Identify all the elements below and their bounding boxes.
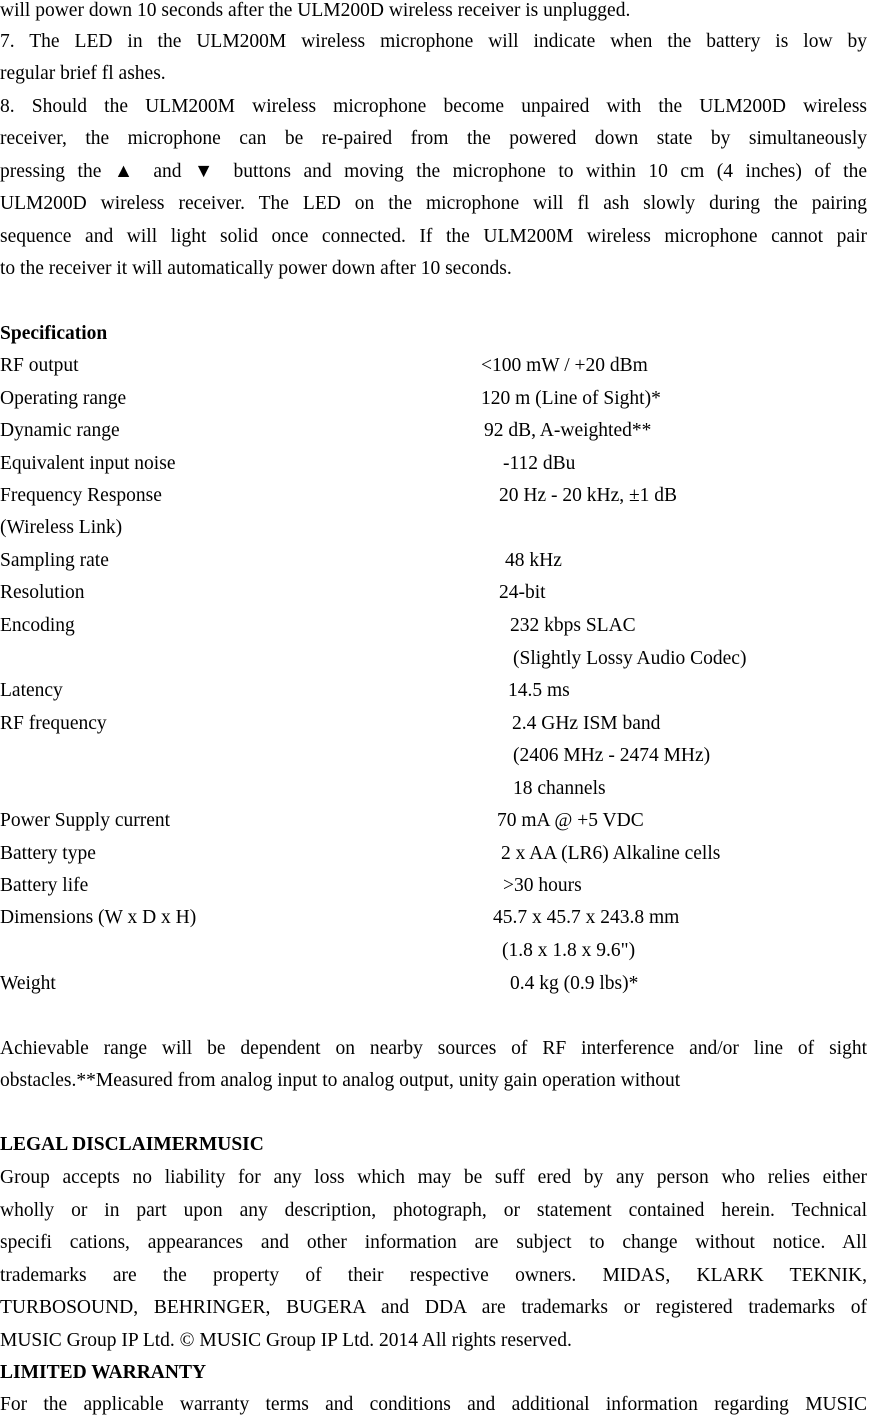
legal-line: specifi cations, appearances and other information are subject to change without notice. All (0, 1232, 867, 1253)
spec-value: (Slightly Lossy Audio Codec) (513, 648, 747, 669)
spec-value: 232 kbps SLAC (510, 615, 636, 636)
legal-line: wholly or in part upon any description, photograph, or statement contained herein. Technical (0, 1200, 867, 1221)
intro-line: will power down 10 seconds after the ULM200D wireless receiver is unplugged. (0, 0, 631, 21)
legal-heading: LEGAL DISCLAIMERMUSIC (0, 1134, 264, 1155)
spec-value: 120 m (Line of Sight)* (481, 388, 661, 409)
intro-line: ULM200D wireless receiver. The LED on the microphone will fl ash slowly during the pairing (0, 193, 867, 214)
spec-label: Equivalent input noise (0, 453, 176, 474)
spec-label: RF frequency (0, 713, 107, 734)
spec-value: 20 Hz - 20 kHz, ±1 dB (499, 485, 678, 506)
spec-value: 24-bit (499, 582, 546, 603)
spec-value: >30 hours (503, 875, 582, 896)
spec-value: 70 mA @ +5 VDC (497, 810, 644, 831)
spec-value: (2406 MHz - 2474 MHz) (513, 745, 711, 766)
legal-line: Group accepts no liability for any loss which may be suff ered by any person who relies either (0, 1167, 867, 1188)
spec-value: 2 x AA (LR6) Alkaline cells (501, 843, 721, 864)
warranty-line: For the applicable warranty terms and conditions and additional information regarding MUSIC (0, 1394, 867, 1415)
spec-label: Battery life (0, 875, 89, 896)
spec-label: Sampling rate (0, 550, 109, 571)
spec-label: Power Supply current (0, 810, 171, 831)
intro-line: to the receiver it will automatically power down after 10 seconds. (0, 258, 512, 279)
spec-label: RF output (0, 355, 79, 376)
intro-line: 7. The LED in the ULM200M wireless microphone will indicate when the battery is low by (0, 31, 867, 52)
spec-label: Encoding (0, 615, 75, 636)
spec-label: Battery type (0, 843, 96, 864)
spec-value: 45.7 x 45.7 x 243.8 mm (493, 907, 680, 928)
spec-value: 0.4 kg (0.9 lbs)* (510, 973, 639, 994)
spec-value: 92 dB, A-weighted** (484, 420, 652, 441)
footnote-line: obstacles.**Measured from analog input to analog output, unity gain operation without (0, 1070, 681, 1091)
warranty-heading: LIMITED WARRANTY (0, 1362, 207, 1383)
spec-value: -112 dBu (503, 453, 576, 474)
spec-label: Dimensions (W x D x H) (0, 907, 197, 928)
spec-value: 14.5 ms (508, 680, 570, 701)
spec-value: 48 kHz (505, 550, 562, 571)
spec-label: Latency (0, 680, 63, 701)
intro-line: receiver, the microphone can be re-paired from the powered down state by simultaneously (0, 128, 867, 149)
spec-heading: Specification (0, 323, 108, 344)
spec-value: 18 channels (513, 778, 606, 799)
spec-label: (Wireless Link) (0, 517, 123, 538)
spec-label: Operating range (0, 388, 127, 409)
spec-label: Dynamic range (0, 420, 120, 441)
spec-label: Weight (0, 973, 56, 994)
spec-value: (1.8 x 1.8 x 9.6") (502, 940, 636, 961)
spec-label: Resolution (0, 582, 85, 603)
intro-line: 8. Should the ULM200M wireless microphone become unpaired with the ULM200D wireless (0, 96, 867, 117)
legal-line: trademarks are the property of their respective owners. MIDAS, KLARK TEKNIK, (0, 1265, 867, 1286)
intro-line: pressing the ▲ and ▼ buttons and moving the microphone to within 10 cm (4 inches) of the (0, 161, 867, 182)
spec-label: Frequency Response (0, 485, 162, 506)
intro-line: sequence and will light solid once connected. If the ULM200M wireless microphone cannot pair (0, 226, 867, 247)
intro-line: regular brief fl ashes. (0, 63, 166, 84)
spec-value: <100 mW / +20 dBm (481, 355, 648, 376)
legal-line: MUSIC Group IP Ltd. © MUSIC Group IP Ltd. 2014 All rights reserved. (0, 1330, 572, 1351)
footnote-line: Achievable range will be dependent on nearby sources of RF interference and/or line of sight (0, 1038, 867, 1059)
spec-value: 2.4 GHz ISM band (512, 713, 661, 734)
legal-line: TURBOSOUND, BEHRINGER, BUGERA and DDA are trademarks or registered trademarks of (0, 1297, 867, 1318)
